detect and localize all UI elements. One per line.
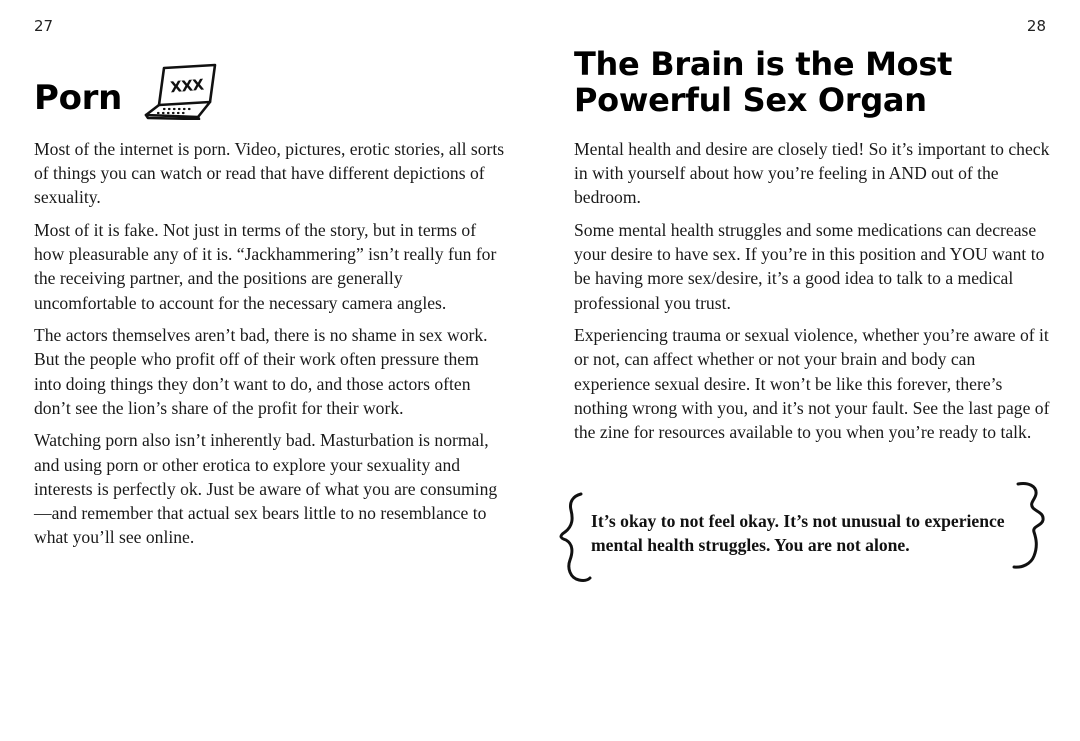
callout-box — [556, 480, 1054, 586]
laptop-icon — [142, 62, 218, 120]
porn-body-text — [34, 137, 509, 558]
callout-text: It’s okay to not feel okay. It’s not unusual to experience mental health struggles. You are not alone. — [591, 511, 1005, 556]
page-title-porn: Porn — [34, 78, 123, 118]
page-title-brain — [574, 46, 1054, 118]
paragraph: Some mental health struggles and some medications can decrease your desire to have sex. If you’re in this position and YOU want to be having more sex/desire, it’s a good idea to talk to a medical professional you trust. — [574, 220, 1045, 313]
paragraph: Watching porn also isn’t inherently bad. Masturbation is normal, and using porn or other erotica to explore your sexuality and interests is perfectly ok. Just be aware of what you are consuming—and remember that actual sex bears little to no resemblance to what you’ll see online. — [34, 430, 498, 548]
paragraph: The actors themselves aren’t bad, there is no shame in sex work. But the people who profit off of their work often pressure them into doing things they don’t want to do, and those actors often don’t see the lion’s share of the profit for their work. — [34, 325, 488, 418]
title-line: Powerful Sex Organ — [574, 81, 927, 119]
page-number-left: 27 — [34, 17, 54, 35]
laptop-screen-text: XXX — [169, 75, 205, 97]
paragraph: Experiencing trauma or sexual violence, whether you’re aware of it or not, can affect whether or not your brain and body can experience sexual desire. It won’t be like this forever, there’s nothing wrong with you, and it’s not your fault. See the last page of the zine for resources available to you when you’re ready to talk. — [574, 325, 1050, 443]
brain-body-text — [574, 137, 1050, 453]
hand-drawn-brace-left-icon — [556, 490, 596, 584]
page-number-right: 28 — [1026, 17, 1046, 35]
title-line: The Brain is the Most — [574, 45, 953, 83]
paragraph: Most of the internet is porn. Video, pictures, erotic stories, all sorts of things you can watch or read that have different depictions of sexuality. — [34, 139, 505, 208]
paragraph: Most of it is fake. Not just in terms of the story, but in terms of how pleasurable any of it is. “Jackhammering” isn’t really fun for the receiving partner, and the positions are generally uncomfortable to account for the necessary camera angles. — [34, 220, 497, 313]
paragraph: Mental health and desire are closely tied! So it’s important to check in with yourself about how you’re feeling in AND out of the bedroom. — [574, 139, 1050, 208]
